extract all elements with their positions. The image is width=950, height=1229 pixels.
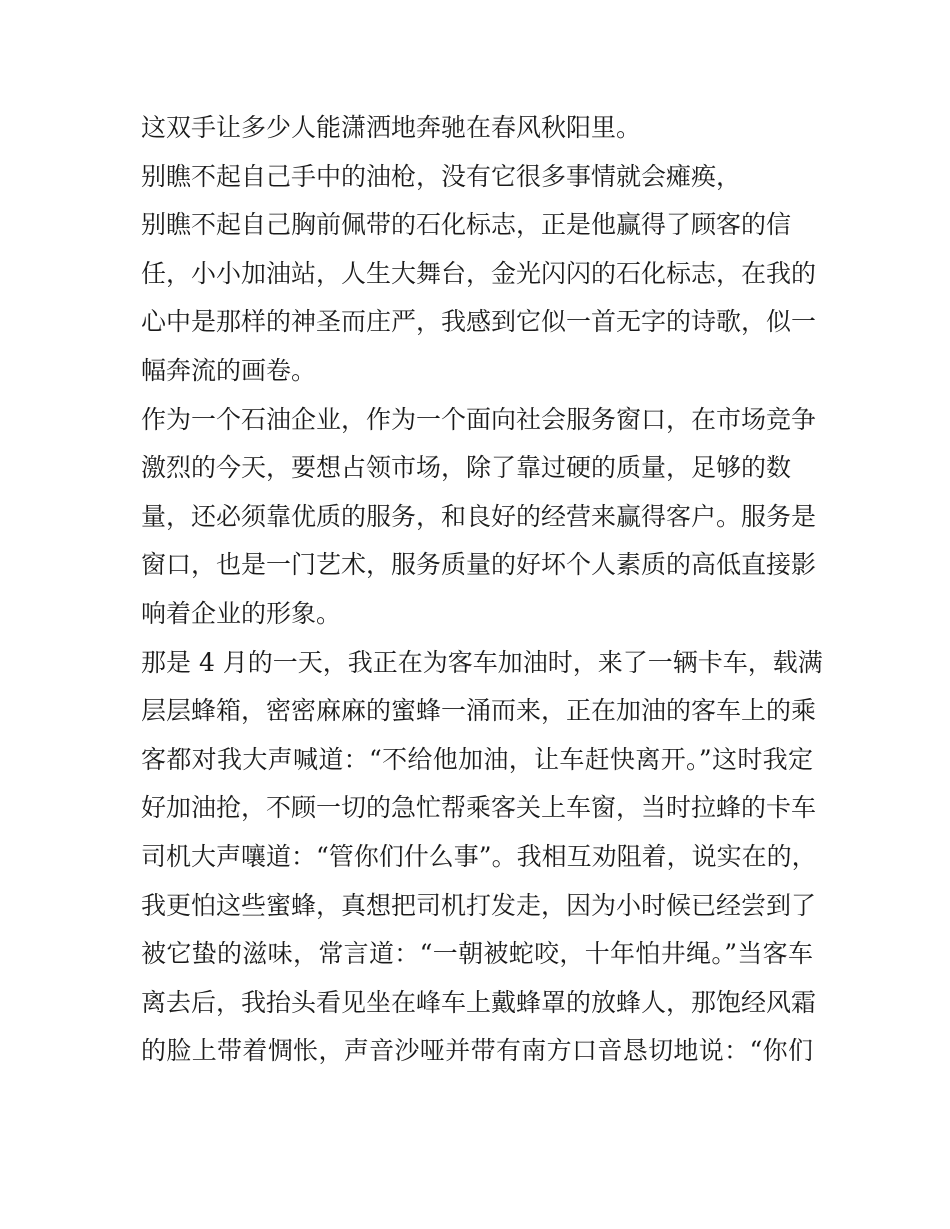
text-line: 任，小小加油站，人生大舞台，金光闪闪的石化标志，在我的 xyxy=(141,259,817,288)
text-line: 作为一个石油企业，作为一个面向社会服务窗口，在市场竞争 xyxy=(141,405,817,434)
text-line: 离去后，我抬头看见坐在峰车上戴蜂罩的放蜂人，那饱经风霜 xyxy=(141,988,817,1017)
text-line: 别瞧不起自己胸前佩带的石化标志，正是他赢得了顾客的信 xyxy=(141,210,792,239)
text-line: 客都对我大声喊道：“不给他加油，让车赶快离开。”这时我定 xyxy=(141,745,813,774)
text-line: 幅奔流的画卷。 xyxy=(141,356,317,385)
text-line: 我更怕这些蜜蜂，真想把司机打发走，因为小时候已经尝到了 xyxy=(141,891,817,920)
text-line: 这双手让多少人能潇洒地奔驰在春风秋阳里。 xyxy=(141,113,642,142)
text-line: 心中是那样的神圣而庄严，我感到它似一首无字的诗歌，似一 xyxy=(141,307,817,336)
text-line: 别瞧不起自己手中的油枪，没有它很多事情就会瘫痪， xyxy=(141,162,742,191)
text-line: 那是 4 月的一天，我正在为客车加油时，来了一辆卡车，载满 xyxy=(141,648,823,677)
text-line: 窗口，也是一门艺术，服务质量的好坏个人素质的高低直接影 xyxy=(141,550,817,579)
text-line: 好加油抢，不顾一切的急忙帮乘客关上车窗，当时拉蜂的卡车 xyxy=(141,793,817,822)
text-line: 被它蛰的滋味，常言道：“一朝被蛇咬，十年怕井绳。”当客车 xyxy=(141,939,813,968)
text-line: 层层蜂箱，密密麻麻的蜜蜂一涌而来，正在加油的客车上的乘 xyxy=(141,696,817,725)
text-line: 的脸上带着惆怅，声音沙哑并带有南方口音恳切地说：“你们 xyxy=(141,1036,813,1065)
text-line: 响着企业的形象。 xyxy=(141,599,342,628)
text-line: 量，还必须靠优质的服务，和良好的经营来赢得客户。服务是 xyxy=(141,502,817,531)
text-line: 司机大声嚷道：“管你们什么事”。我相互劝阻着，说实在的， xyxy=(141,842,817,871)
text-line: 激烈的今天，要想占领市场，除了靠过硬的质量，足够的数 xyxy=(141,453,792,482)
